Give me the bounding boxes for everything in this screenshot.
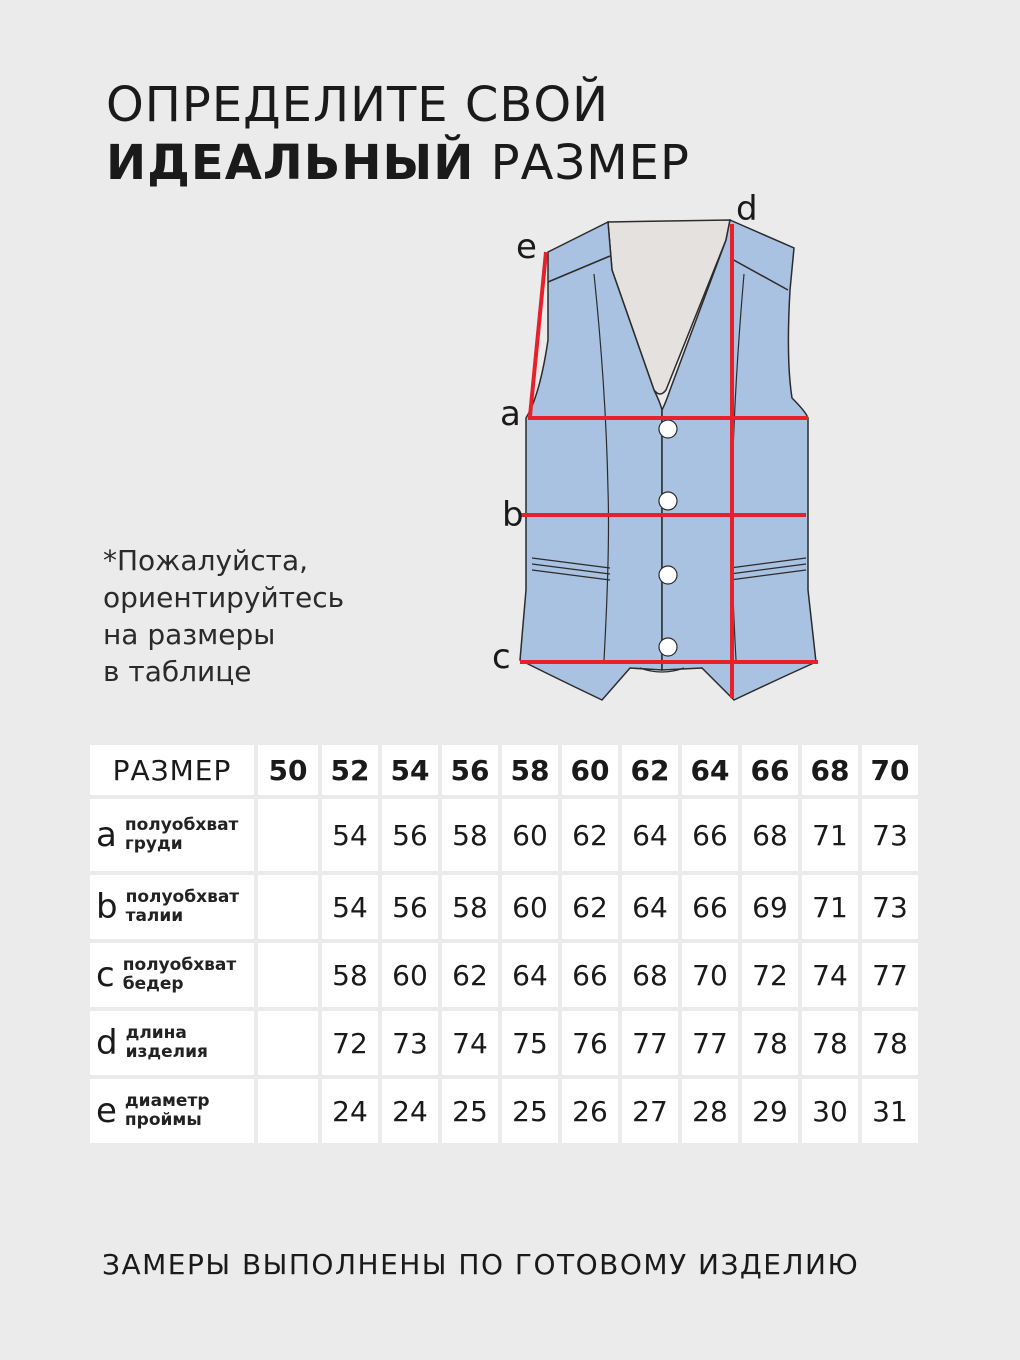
row-desc-line2: бедер xyxy=(122,974,184,994)
row-letter: c xyxy=(96,955,115,995)
table-header-row xyxy=(90,745,918,795)
row-desc-line1: полуобхват xyxy=(124,815,239,835)
table-cell: 25 xyxy=(502,1079,558,1143)
table-row xyxy=(90,875,918,939)
table-cell: 66 xyxy=(682,875,738,939)
label-c: c xyxy=(492,637,511,677)
table-cell: 58 xyxy=(442,875,498,939)
header-size-cell: 64 xyxy=(682,745,738,795)
table-cell xyxy=(258,1011,318,1075)
table-cell: 60 xyxy=(502,799,558,871)
row-letter: a xyxy=(96,815,117,855)
table-cell: 77 xyxy=(682,1011,738,1075)
row-desc-line1: диаметр xyxy=(124,1091,210,1111)
header-size-cell: 68 xyxy=(802,745,858,795)
row-description xyxy=(125,816,239,854)
label-a: a xyxy=(500,394,521,434)
table-cell: 26 xyxy=(562,1079,618,1143)
row-letter: b xyxy=(96,887,118,927)
label-d: d xyxy=(736,190,758,229)
row-label-cell xyxy=(90,1079,254,1143)
header-size-cell: 50 xyxy=(258,745,318,795)
button-2 xyxy=(659,492,677,510)
table-cell: 71 xyxy=(802,799,858,871)
table-cell: 54 xyxy=(322,875,378,939)
footer-note: ЗАМЕРЫ ВЫПОЛНЕНЫ ПО ГОТОВОМУ ИЗДЕЛИЮ xyxy=(102,1248,860,1281)
row-desc-line2: талии xyxy=(125,906,184,926)
table-cell: 78 xyxy=(862,1011,918,1075)
table-cell: 29 xyxy=(742,1079,798,1143)
header-size-cell: 52 xyxy=(322,745,378,795)
row-desc-line2: изделия xyxy=(125,1042,208,1062)
row-desc-line1: длина xyxy=(125,1023,187,1043)
vest-diagram xyxy=(490,190,830,710)
table-cell: 68 xyxy=(742,799,798,871)
table-cell: 72 xyxy=(322,1011,378,1075)
table-cell: 75 xyxy=(502,1011,558,1075)
row-desc-line1: полуобхват xyxy=(122,955,237,975)
table-cell: 64 xyxy=(622,875,678,939)
table-cell: 56 xyxy=(382,875,438,939)
table-cell: 25 xyxy=(442,1079,498,1143)
table-cell: 24 xyxy=(322,1079,378,1143)
table-cell: 60 xyxy=(382,943,438,1007)
table-cell: 60 xyxy=(502,875,558,939)
table-cell: 73 xyxy=(862,799,918,871)
table-cell: 62 xyxy=(562,875,618,939)
table-cell: 78 xyxy=(742,1011,798,1075)
table-cell: 72 xyxy=(742,943,798,1007)
row-label-cell xyxy=(90,943,254,1007)
table-cell: 64 xyxy=(502,943,558,1007)
button-4 xyxy=(659,638,677,656)
header-size-cell: 66 xyxy=(742,745,798,795)
table-cell: 76 xyxy=(562,1011,618,1075)
row-label-cell xyxy=(90,799,254,871)
table-cell: 78 xyxy=(802,1011,858,1075)
header-size-cell: 70 xyxy=(862,745,918,795)
table-cell: 70 xyxy=(682,943,738,1007)
page-title xyxy=(106,76,690,192)
table-cell: 77 xyxy=(622,1011,678,1075)
table-cell: 31 xyxy=(862,1079,918,1143)
header-size-cell: 62 xyxy=(622,745,678,795)
label-b: b xyxy=(502,495,524,535)
button-3 xyxy=(659,566,677,584)
header-size-cell: 58 xyxy=(502,745,558,795)
table-row xyxy=(90,943,918,1007)
table-cell: 58 xyxy=(442,799,498,871)
row-description xyxy=(126,888,240,926)
table-row xyxy=(90,799,918,871)
row-description xyxy=(123,956,237,994)
table-cell: 69 xyxy=(742,875,798,939)
row-description xyxy=(125,1092,210,1130)
table-cell: 30 xyxy=(802,1079,858,1143)
table-cell xyxy=(258,943,318,1007)
table-cell: 62 xyxy=(562,799,618,871)
table-cell: 74 xyxy=(802,943,858,1007)
table-cell: 68 xyxy=(622,943,678,1007)
table-cell: 66 xyxy=(562,943,618,1007)
header-size-label: РАЗМЕР xyxy=(90,745,254,795)
table-cell: 24 xyxy=(382,1079,438,1143)
table-cell: 28 xyxy=(682,1079,738,1143)
label-e: e xyxy=(516,227,537,267)
table-cell: 73 xyxy=(382,1011,438,1075)
row-letter: d xyxy=(96,1023,118,1063)
table-cell xyxy=(258,875,318,939)
header-size-cell: 54 xyxy=(382,745,438,795)
table-cell: 64 xyxy=(622,799,678,871)
size-table xyxy=(86,741,922,1147)
table-cell xyxy=(258,799,318,871)
table-cell xyxy=(258,1079,318,1143)
table-row xyxy=(90,1011,918,1075)
table-cell: 58 xyxy=(322,943,378,1007)
table-cell: 74 xyxy=(442,1011,498,1075)
row-description xyxy=(126,1024,208,1062)
title-rest: РАЗМЕР xyxy=(474,135,690,191)
size-note: *Пожалуйста, ориентируйтесь на размеры в таблице xyxy=(103,544,345,688)
table-row xyxy=(90,1079,918,1143)
table-cell: 73 xyxy=(862,875,918,939)
row-desc-line2: проймы xyxy=(124,1110,202,1130)
title-line2 xyxy=(106,134,690,192)
table-cell: 71 xyxy=(802,875,858,939)
table-cell: 54 xyxy=(322,799,378,871)
table-cell: 62 xyxy=(442,943,498,1007)
header-size-cell: 60 xyxy=(562,745,618,795)
row-label-cell xyxy=(90,1011,254,1075)
row-desc-line2: груди xyxy=(124,834,183,854)
row-label-cell xyxy=(90,875,254,939)
button-1 xyxy=(659,420,677,438)
row-letter: e xyxy=(96,1091,117,1131)
title-bold: ИДЕАЛЬНЫЙ xyxy=(106,135,475,191)
row-desc-line1: полуобхват xyxy=(125,887,240,907)
title-line1: ОПРЕДЕЛИТЕ СВОЙ xyxy=(106,77,610,133)
table-cell: 27 xyxy=(622,1079,678,1143)
table-cell: 56 xyxy=(382,799,438,871)
table-cell: 77 xyxy=(862,943,918,1007)
header-size-cell: 56 xyxy=(442,745,498,795)
table-cell: 66 xyxy=(682,799,738,871)
